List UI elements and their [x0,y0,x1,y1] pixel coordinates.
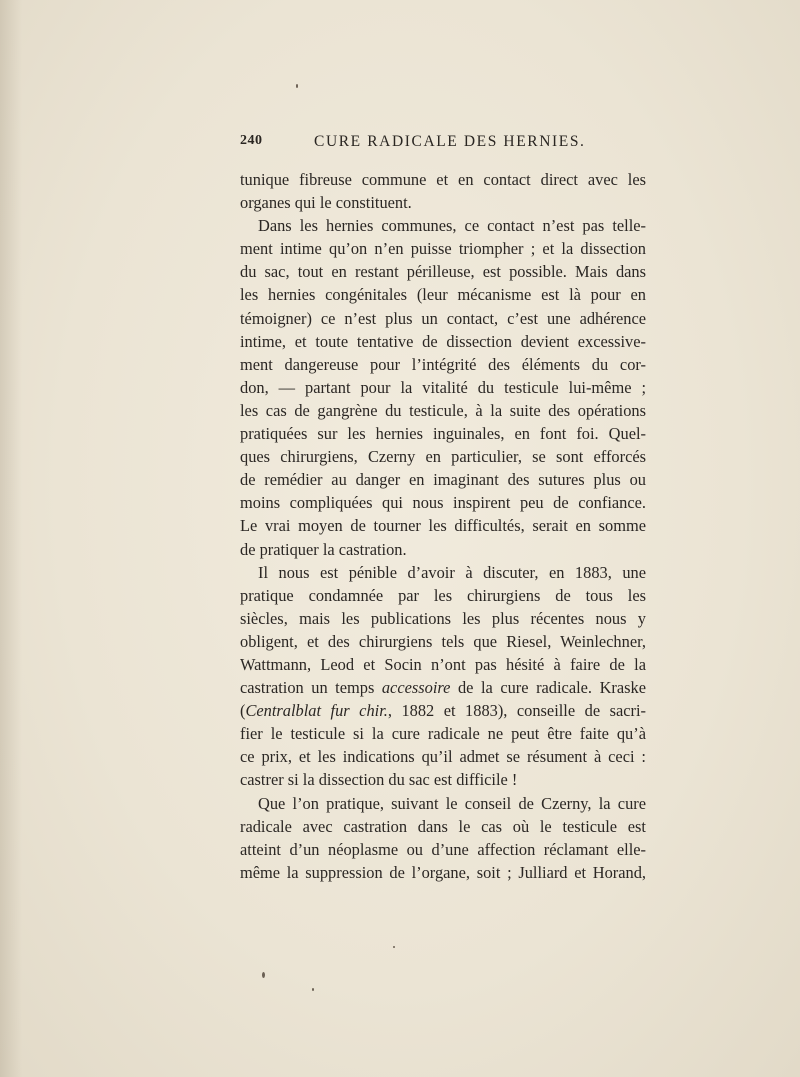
text-line: atteint d’un néoplasme ou d’une affection réclamant elle- [240,839,646,859]
text-line: les cas de gangrène du testicule, à la suite des opérations [240,400,646,420]
text-line: pratique condamnée par les chirurgiens de tous les [240,585,646,605]
text-line: de remédier au danger en imaginant des sutures plus ou [240,470,646,490]
paragraph-first-line: Dans les hernies communes, ce contact n’est pas telle- [258,216,646,236]
chapter-title: CURE RADICALE DES HERNIES. [314,133,586,150]
text-line: ce prix, et les indications qu’il admet se résument à ceci : [240,747,646,767]
paper-speck [312,988,314,991]
text-line: de pratiquer la castration. [240,539,407,559]
text-line: ment intime qu’on n’en puisse triompher ; et la dissection [240,239,646,259]
text-line: tunique fibreuse commune et en contact direct avec les [240,170,646,189]
text-line: pratiquées sur les hernies inguinales, en font foi. Quel- [240,424,646,444]
paper-speck [296,84,298,88]
paragraph-first-line: Il nous est pénible d’avoir à discuter, en 1883, une [258,562,646,582]
text-line: organes qui le constituent. [240,193,412,213]
text-line: fier le testicule si la cure radicale ne peut être faite qu’à [240,724,646,744]
text-line: Wattmann, Leod et Socin n’ont pas hésité à faire de la [240,654,646,674]
text-line: castrer si la dissection du sac est difficile ! [240,770,518,790]
binding-gutter-shadow [0,0,22,1077]
italic-term: accessoire [381,678,451,698]
paper-speck [393,946,395,948]
text-line-with-italic: castration un temps accessoire de la cure radicale. Kraske [240,678,646,698]
text-line: du sac, tout en restant périlleuse, est possible. Mais dans [240,262,646,282]
text-line: radicale avec castration dans le cas où le testicule est [240,816,646,836]
page-number: 240 [240,133,263,148]
text-line: témoigner) ce n’est plus un contact, c’est une adhérence [240,308,646,328]
text-line: Le vrai moyen de tourner les difficultés, serait en somme [240,516,646,536]
text-line: moins compliquées qui nous inspirent peu de confiance. [240,493,646,513]
text-line: obligent, et des chirurgiens tels que Riesel, Weinlechner, [240,631,646,651]
body-text [240,168,646,884]
text-line: siècles, mais les publications les plus récentes nous y [240,608,646,628]
text-line: même la suppression de l’organe, soit ; Julliard et Horand, [240,862,646,882]
running-head [240,133,646,155]
text-line: les hernies congénitales (leur mécanisme est là pour en [240,285,646,305]
text-line: intime, et toute tentative de dissection devient excessive- [240,331,646,351]
text-line-with-citation: (Centralblat fur chir., 1882 et 1883), conseille de sacri- [240,701,646,721]
text-line: don, — partant pour la vitalité du testicule lui-même ; [240,377,646,397]
paragraph-first-line: Que l’on pratique, suivant le conseil de Czerny, la cure [258,793,646,813]
text-line: ques chirurgiens, Czerny en particulier, se sont efforcés [240,447,646,467]
text-line: ment dangereuse pour l’intégrité des éléments du cor- [240,354,646,374]
paper-speck [262,972,265,978]
journal-citation: Centralblat fur chir. [245,701,388,721]
